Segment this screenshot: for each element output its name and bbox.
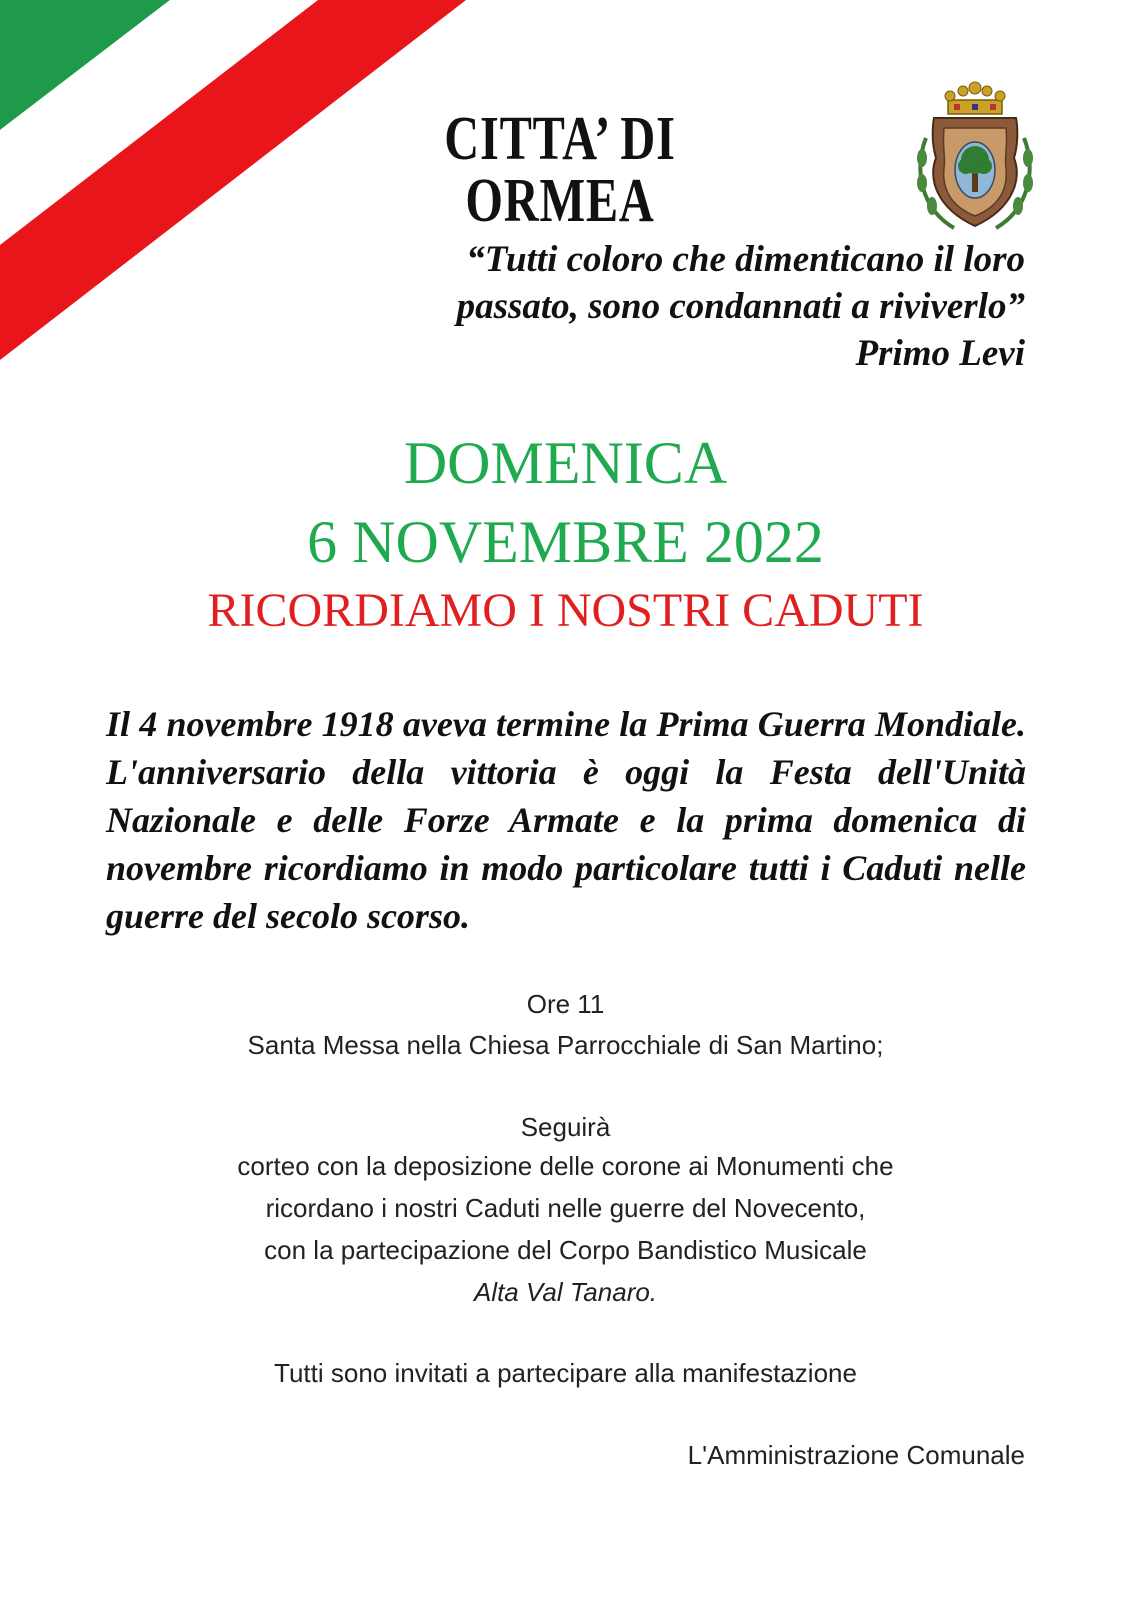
quote-line-2: passato, sono condannati a riviverlo” bbox=[456, 286, 1025, 327]
program-band-name: Alta Val Tanaro. bbox=[473, 1277, 658, 1307]
coat-of-arms-icon bbox=[910, 78, 1040, 238]
quote-block bbox=[325, 236, 1025, 377]
event-day: DOMENICA bbox=[403, 430, 728, 496]
body-paragraph: Il 4 novembre 1918 aveva termine la Prima Guerra Mondiale. L'anniversario della vittoria è oggi la Festa dell'Unità Nazionale e delle Forze Armate e la prima domenica di novembre ricordiamo in modo particolare tutti i Caduti nelle guerre del secolo scorso. bbox=[106, 704, 1026, 936]
signature: L'Amministrazione Comunale bbox=[687, 1440, 1025, 1470]
program-follow-block bbox=[0, 1145, 1131, 1313]
program-follow-line-1: corteo con la deposizione delle corone ai Monumenti che bbox=[237, 1151, 894, 1181]
event-date: 6 NOVEMBRE 2022 bbox=[307, 509, 824, 575]
program-follow-line-3: con la partecipazione del Corpo Bandistico Musicale bbox=[264, 1235, 867, 1265]
program-follow-line-2: ricordano i nostri Caduti nelle guerre del Novecento, bbox=[265, 1193, 866, 1223]
program-invitation: Tutti sono invitati a partecipare alla manifestazione bbox=[274, 1358, 857, 1388]
program-mass: Santa Messa nella Chiesa Parrocchiale di San Martino; bbox=[247, 1030, 884, 1060]
quote-author: Primo Levi bbox=[855, 333, 1025, 374]
event-headline: RICORDIAMO I NOSTRI CADUTI bbox=[207, 584, 924, 637]
quote-line-1: “Tutti coloro che dimenticano il loro bbox=[466, 239, 1025, 280]
program-follow-label: Seguirà bbox=[520, 1112, 611, 1142]
page-title: CITTA’ DI ORMEA bbox=[444, 105, 676, 235]
program-time: Ore 11 bbox=[526, 989, 605, 1019]
